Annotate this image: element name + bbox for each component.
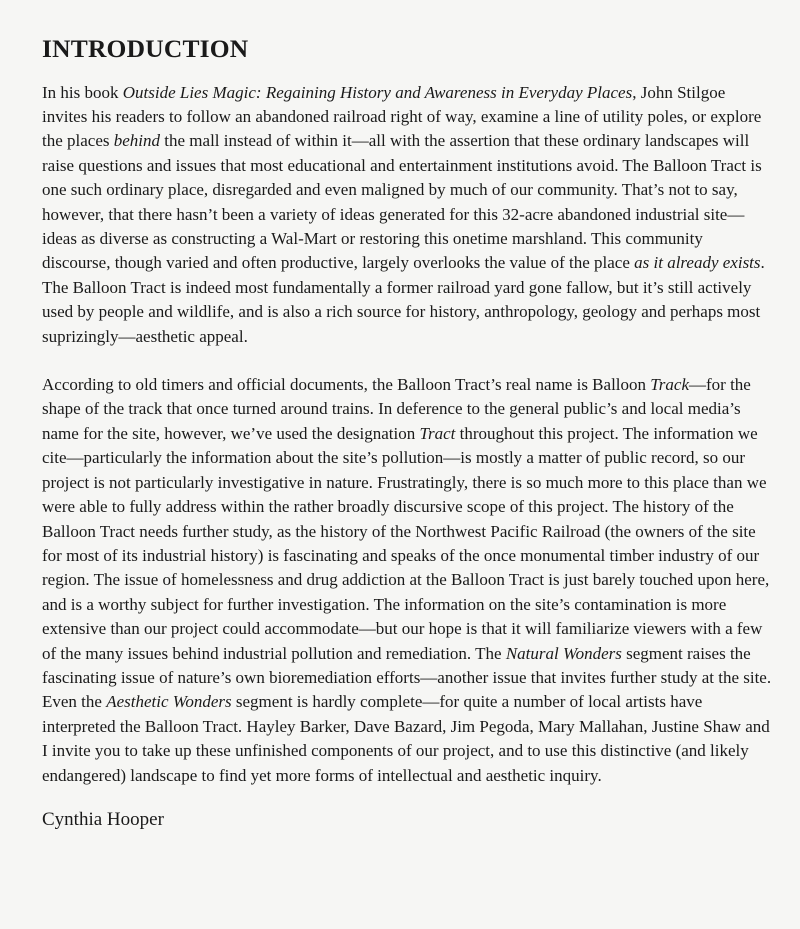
text-run: According to old timers and official documents, the Balloon Tract’s real name is Balloon bbox=[42, 375, 651, 395]
italic-phrase: Outside Lies Magic: Regaining History and Awareness in Everyday Places bbox=[122, 82, 633, 102]
text-run: segment is hardly complete—for quite a number of local artists have interpreted the Balloon Tract. Hayley Barker, Dave Bazard, Jim Pegoda, Mary Mallahan, Justine Shaw and I invite you to take up these unfinished components of our project, and to use this distinctive (and likely endangered) landscape to find yet more forms of intellectual and aesthetic inquiry. bbox=[42, 692, 770, 785]
paragraph-1-text bbox=[42, 81, 774, 349]
text-run: throughout this project. The information we cite—particularly the information about the site’s pollution—is mostly a matter of public record, so our project is not particularly investigative in nature. Frustratingly, there is so much more to this place than we were able to fully address within the rather broadly discursive scope of this project. The history of the Balloon Tract needs further study, as the history of the Northwest Pacific Railroad (the owners of the site for most of its industrial history) is fascinating and speaks of the once monumental timber industry of our region. The issue of homelessness and drug addiction at the Balloon Tract is just barely touched upon here, and is a worthy subject for further investigation. The information on the site’s contamination is more extensive than our project could accommodate—but our hope is that it will familiarize viewers with a few of the many issues behind industrial pollution and remediation. The bbox=[42, 423, 770, 663]
italic-phrase: behind bbox=[113, 131, 161, 151]
text-run: the mall instead of within it—all with the assertion that these ordinary landscapes will raise questions and issues that most educational and entertainment institutions avoid. The Balloon Tract is one such ordinary place, disregarded and even maligned by much of our community. That’s not to say, however, that there hasn’t been a variety of ideas generated for this 32-acre abandoned industrial site—ideas as diverse as constructing a Wal-Mart or restoring this onetime marshland. This community discourse, though varied and often productive, largely overlooks the value of the place bbox=[42, 131, 762, 273]
italic-phrase: Track bbox=[650, 375, 689, 395]
paragraph-2 bbox=[42, 373, 774, 788]
page-title: INTRODUCTION bbox=[42, 34, 249, 63]
paragraph-2-text bbox=[42, 373, 774, 788]
author-signature: Cynthia Hooper bbox=[42, 808, 164, 830]
text-run: . The Balloon Tract is indeed most fundamentally a former railroad yard gone fallow, but it’s still actively used by people and wildlife, and is also a rich source for history, anthropology, geology and perhaps most suprizingly—aesthetic appeal. bbox=[42, 253, 765, 346]
text-run: —for the shape of the track that once turned around trains. In deference to the general public’s and local media’s name for the site, however, we’ve used the designation bbox=[42, 375, 751, 443]
italic-phrase: Tract bbox=[419, 423, 456, 443]
text-run: , John Stilgoe invites his readers to follow an abandoned railroad right of way, examine a line of utility poles, or explore the places bbox=[42, 82, 762, 151]
italic-phrase: Natural Wonders bbox=[505, 643, 622, 663]
italic-phrase: Aesthetic Wonders bbox=[106, 692, 232, 712]
text-run: segment raises the fascinating issue of nature’s own bioremediation efforts—another issue that invites further study at the site. Even the bbox=[42, 643, 772, 712]
text-run: In his book bbox=[42, 82, 123, 102]
paragraph-1 bbox=[42, 81, 774, 349]
italic-phrase: as it already exists bbox=[634, 253, 761, 273]
